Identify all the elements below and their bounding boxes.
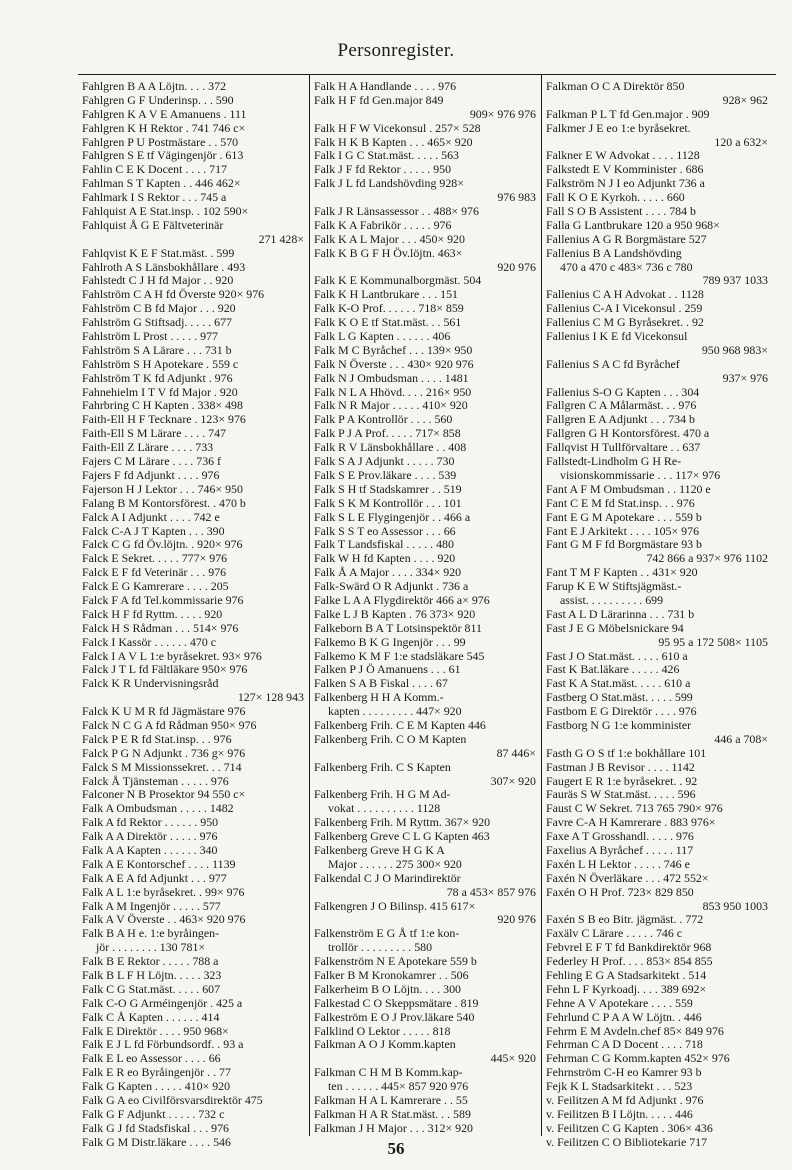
register-entry: 95 95 a 172 508× 1105 (658, 635, 768, 649)
register-entry: Falk J F fd Rektor . . . . . 950 (314, 163, 452, 177)
register-entry: Faith-Ell S M Lärare . . . . 747 (82, 427, 226, 441)
register-entry: Fant C E M fd Stat.insp. . . 976 (546, 496, 695, 510)
register-entry: Falkstedt E V Komminister . 686 (546, 163, 704, 177)
register-entry: Faxén O H Prof. 723× 829 850 (546, 885, 694, 899)
register-entry: Fahlroth A S Länsbokhållare . 493 (82, 260, 246, 274)
register-entry: Fahlgren S E tf Vägingenjör . 613 (82, 149, 244, 163)
register-entry: Falk A A Kapten . . . . . . 340 (82, 843, 218, 857)
register-entry: Falke L A A Flygdirektör 466 a× 976 (314, 593, 490, 607)
register-entry: Falkemo K M F 1:e stadsläkare 545 (314, 649, 485, 663)
register-entry: Fast A L D Lärarinna . . . 731 b (546, 607, 695, 621)
register-entry: vokat . . . . . . . . . . 1128 (328, 802, 441, 816)
register-entry: Major . . . . . . 275 300× 920 (328, 857, 462, 871)
register-entry: Fallenius C M G Byråsekret. . 92 (546, 316, 704, 330)
register-entry: Falk C G Stat.mäst. . . . . 607 (82, 982, 221, 996)
register-entry: Falck N C G A fd Rådman 950× 976 (82, 718, 257, 732)
register-entry: Falck P G N Adjunkt . 736 g× 976 (82, 746, 246, 760)
page-number: 56 (387, 1139, 405, 1158)
register-entry: 127× 128 943 (237, 691, 304, 705)
register-entry: Falck I Kassör . . . . . . 470 c (82, 635, 217, 649)
register-entry: Fahlgren P U Postmästare . . 570 (82, 135, 239, 149)
register-entry: Fastborg N G 1:e komminister (546, 718, 692, 732)
register-entry: Fahlgren G F Underinsp. . . 590 (82, 93, 234, 107)
register-entry: Fallenius C-A I Vicekonsul . 259 (546, 302, 703, 316)
register-entry: Fallenius I K E fd Vicekonsul (546, 330, 688, 344)
register-entry: Fahlman S T Kapten . . 446 462× (82, 177, 241, 191)
register-entry: Falkenberg Frih. C S Kapten (314, 760, 451, 774)
register-entry: trollör . . . . . . . . . 580 (328, 941, 433, 955)
register-entry: Fahlin C E K Docent . . . . 717 (82, 163, 227, 177)
register-entry: Falk H A Handlande . . . . 976 (314, 80, 457, 93)
register-entry: Falk A V Överste . . 463× 920 976 (82, 913, 246, 927)
register-entry: Falk J R Länsassessor . . 488× 976 (314, 205, 479, 219)
register-entry: Fajers C M Lärare . . . . 736 f (82, 455, 222, 469)
register-entry: Falck I A V L 1:e byråsekret. 93× 976 (82, 649, 262, 663)
register-entry: Falk N Överste . . . 430× 920 976 (314, 357, 474, 371)
register-entry: Falk A E A fd Adjunkt . . . 977 (82, 871, 227, 885)
register-entry: 928× 962 (722, 93, 768, 107)
register-entry: Falk E Direktör . . . . 950 968× (82, 1024, 229, 1038)
register-entry: Falck F A fd Tel.kommissarie 976 (82, 593, 244, 607)
register-entry: Falkerheim B O Löjtn. . . . 300 (314, 982, 461, 996)
register-entry: Falkemo B K G Ingenjör . . . 99 (314, 635, 466, 649)
register-entry: Falk P A Kontrollör . . . . 560 (314, 413, 453, 427)
register-entry: Fant T M F Kapten . . 431× 920 (546, 566, 698, 580)
register-entry: Falkman H A L Kamrerare . . 55 (314, 1094, 468, 1108)
register-entry: Falck E G Kamrerare . . . . 205 (82, 580, 229, 594)
register-entry: Faxelius A Byråchef . . . . . 117 (546, 843, 694, 857)
register-entry: Falk E J L fd Förbundsordf. . 93 a (82, 1038, 244, 1052)
register-entry: 271 428× (258, 232, 304, 246)
register-entry: Falk H F W Vicekonsul . 257× 528 (314, 121, 481, 135)
column-divider-1 (309, 74, 310, 1136)
register-entry: Falk Å A Major . . . . 334× 920 (314, 566, 462, 580)
register-entry: Falk B A H e. 1:e byråingen- (82, 927, 220, 941)
register-entry: Falk G M Distr.läkare . . . . 546 (82, 1135, 231, 1149)
register-entry: Falk M C Byråchef . . . 139× 950 (314, 343, 473, 357)
register-entry: Fant E J Arkitekt . . . . 105× 976 (546, 524, 700, 538)
register-entry: Falk G J fd Stadsfiskal . . . 976 (82, 1121, 229, 1135)
register-entry: Falkmer J E eo 1:e byråsekret. (546, 121, 691, 135)
register-entry: Falk G F Adjunkt . . . . . 732 c (82, 1107, 225, 1121)
register-entry: Fahrbring C H Kapten . 338× 498 (82, 399, 243, 413)
register-entry: Falkeström E O J Prov.läkare 540 (314, 1010, 475, 1024)
register-entry: Falk C Å Kapten . . . . . . 414 (82, 1010, 220, 1024)
register-entry: Fehrlund C P A A W Löjtn. . 446 (546, 1010, 702, 1024)
register-entry: Faxälv C Lärare . . . . . 746 c (546, 927, 683, 941)
register-entry: Fauräs S W Stat.mäst. . . . . 596 (546, 788, 696, 802)
register-entry: 120 a 632× (714, 135, 768, 149)
register-entry: Faith-Ell Z Lärare . . . . 733 (82, 441, 214, 455)
register-entry: Falk N R Major . . . . . 410× 920 (314, 399, 468, 413)
register-entry: Falk S H tf Stadskamrer . . 519 (314, 482, 462, 496)
register-entry: Fahlstedt C J H fd Major . . 920 (82, 274, 234, 288)
register-entry: Falk E R eo Byråingenjör . . 77 (82, 1066, 231, 1080)
register-entry: Falkenberg H H A Komm.- (314, 691, 444, 705)
register-entry: Falck H F fd Ryttm. . . . . 920 (82, 607, 223, 621)
register-entry: Fallenius A G R Borgmästare 527 (546, 232, 707, 246)
register-entry: v. Feilitzen A M fd Adjunkt . 976 (546, 1094, 704, 1108)
register-entry: Falck H S Rådman . . . 514× 976 (82, 621, 239, 635)
register-entry: Faugert E R 1:e byråsekret. . 92 (546, 774, 698, 788)
register-entry: Fahlquist A E Stat.insp. . 102 590× (82, 205, 249, 219)
register-entry: 853 950 1003 (702, 899, 768, 913)
register-entry: 742 866 a 937× 976 1102 (646, 552, 768, 566)
register-entry: Fehn L F Kyrkoadj. . . . 389 692× (546, 982, 707, 996)
register-entry: Fast J E G Möbelsnickare 94 (546, 621, 684, 635)
register-entry: 976 983 (497, 191, 536, 205)
register-entry: Falkengren J O Bilinsp. 415 617× (314, 899, 476, 913)
column-divider-2 (541, 74, 542, 1136)
register-entry: Fahnehielm I T V fd Major . 920 (82, 385, 238, 399)
register-entry: Fahlström L Prost . . . . . 977 (82, 330, 218, 344)
register-entry: Falk-Swärd O R Adjunkt . 736 a (314, 580, 469, 594)
register-entry: Falk B L F H Löjtn. . . . . 323 (82, 969, 222, 982)
register-entry: Fast J O Stat.mäst. . . . . 610 a (546, 649, 688, 663)
register-entry: Fallqvist H Tullförvaltare . . 637 (546, 441, 701, 455)
register-entry: 445× 920 (490, 1052, 536, 1066)
register-entry: Falkenberg Frih. C O M Kapten (314, 732, 467, 746)
register-entry: Falkenström N E Apotekare 559 b (314, 955, 477, 969)
register-entry: Farup K E W Stiftsjägmäst.- (546, 580, 682, 594)
register-entry: Fehling E G A Stadsarkitekt . 514 (546, 969, 707, 982)
register-entry: Fehrman C G Komm.kapten 452× 976 (546, 1052, 730, 1066)
register-entry: Falck P E R fd Stat.insp. . . 976 (82, 732, 232, 746)
register-entry: Falk A L 1:e byråsekret. . 99× 976 (82, 885, 245, 899)
register-entry: Falang B M Kontorsförest. . 470 b (82, 496, 246, 510)
register-entry: jör . . . . . . . . 130 781× (96, 941, 206, 955)
register-entry: Falk S K M Kontrollör . . . 101 (314, 496, 462, 510)
register-entry: Faxén L H Lektor . . . . . 746 e (546, 857, 690, 871)
register-entry: Falkman P L T fd Gen.major . 909 (546, 107, 710, 121)
register-entry: Fahlström C B fd Major . . . 920 (82, 302, 236, 316)
register-entry: Falk K E Kommunalborgmäst. 504 (314, 274, 482, 288)
register-entry: Falk P J A Prof. . . . . 717× 858 (314, 427, 461, 441)
register-entry: Falke L J B Kapten . 76 373× 920 (314, 607, 476, 621)
register-entry: Fejk K L Stadsarkitekt . . . 523 (546, 1080, 693, 1094)
register-entry: Falck J T L fd Fältläkare 950× 976 (82, 663, 248, 677)
register-entry: 307× 920 (490, 774, 536, 788)
register-entry: Falk G A eo Civilförsvarsdirektör 475 (82, 1094, 263, 1108)
register-entry: Falkman O C A Direktör 850 (546, 80, 685, 93)
register-entry: Fastberg O Stat.mäst. . . . . 599 (546, 691, 693, 705)
register-entry: Falck Å Tjänsteman . . . . . 976 (82, 774, 229, 788)
register-entry: Falkenberg Frih. C E M Kapten 446 (314, 718, 486, 732)
register-entry: Fahlqvist K E F Stat.mäst. . 599 (82, 246, 235, 260)
register-entry: Falkström N J I eo Adjunkt 736 a (546, 177, 705, 191)
register-entry: Falk L G Kapten . . . . . . 406 (314, 330, 451, 344)
register-entry: Falk A Ombudsman . . . . . 1482 (82, 802, 234, 816)
register-entry: Fallenius C A H Advokat . . 1128 (546, 288, 704, 302)
register-entry: Falkman A O J Komm.kapten (314, 1038, 456, 1052)
register-entry: Falck E F fd Veterinär . . . 976 (82, 566, 227, 580)
register-entry: Fallgren C A Målarmäst. . . 976 (546, 399, 697, 413)
register-entry: Faxe A T Grosshandl. . . . . 976 (546, 830, 694, 844)
register-entry: Falla G Lantbrukare 120 a 950 968× (546, 218, 720, 232)
register-entry: Federley H Prof. . . . 853× 854 855 (546, 955, 713, 969)
register-entry: Falkenström E G Å tf 1:e kon- (314, 927, 460, 941)
register-entry: Falk W H fd Kapten . . . . 920 (314, 552, 456, 566)
register-entry: Fastbom E G Direktör . . . . 976 (546, 705, 697, 719)
register-entry: Fahlström G Stiftsadj. . . . . 677 (82, 316, 232, 330)
register-entry: kapten . . . . . . . . . 447× 920 (328, 705, 462, 719)
register-entry: Falck E Sekret. . . . . 777× 976 (82, 552, 228, 566)
register-entry: Falk K H Lantbrukare . . . 151 (314, 288, 458, 302)
register-entry: 937× 976 (722, 371, 768, 385)
register-entry: Falk A fd Rektor . . . . . . 950 (82, 816, 219, 830)
register-entry: Fehrnström C-H eo Kamrer 93 b (546, 1066, 702, 1080)
register-entry: Falck S M Missionssekret. . . 714 (82, 760, 242, 774)
register-entry: Falkman J H Major . . . 312× 920 (314, 1121, 473, 1135)
register-entry: Falk C-O G Arméingenjör . 425 a (82, 996, 243, 1010)
register-entry: 920 976 (497, 913, 536, 927)
register-entry: Fahlquist Å G E Fältveterinär (82, 218, 224, 232)
register-entry: Falk K A L Major . . . 450× 920 (314, 232, 465, 246)
register-entry: Falck A I Adjunkt . . . . 742 e (82, 510, 220, 524)
register-column-1 (82, 80, 304, 1150)
register-entry: Falkenberg Frih. M Ryttm. 367× 920 (314, 816, 491, 830)
register-entry: Fehne A V Apotekare . . . . 559 (546, 996, 693, 1010)
register-entry: Falk K A Fabrikör . . . . . 976 (314, 218, 452, 232)
register-entry: Fasth G O S tf 1:e bokhållare 101 (546, 746, 707, 760)
register-entry: Falk H F fd Gen.major 849 (314, 93, 444, 107)
register-entry: 446 a 708× (714, 732, 768, 746)
register-entry: Fajerson H J Lektor . . . 746× 950 (82, 482, 243, 496)
register-entry: Fallenius S A C fd Byråchef (546, 357, 680, 371)
register-entry: Falk K O E tf Stat.mäst. . . 561 (314, 316, 462, 330)
register-entry: 470 a 470 c 483× 736 c 780 (560, 260, 693, 274)
register-entry: Fast K Bat.läkare . . . . . 426 (546, 663, 680, 677)
register-entry: Falk N J Ombudsman . . . . 1481 (314, 371, 469, 385)
register-entry: Fallgren G H Kontorsförest. 470 a (546, 427, 710, 441)
register-entry: Fahlgren K A V E Amanuens . 111 (82, 107, 247, 121)
register-entry: Fast K A Stat.mäst. . . . . 610 a (546, 677, 691, 691)
register-entry: Fall S O B Assistent . . . . 784 b (546, 205, 696, 219)
register-entry: Falk N L A Hhövd. . . . 216× 950 (314, 385, 472, 399)
register-column-2 (314, 80, 536, 1136)
register-entry: Fant A F M Ombudsman . . 1120 e (546, 482, 711, 496)
register-entry: Fallstedt-Lindholm G H Re- (546, 455, 682, 469)
register-entry: 789 937 1033 (702, 274, 768, 288)
register-entry: Fall K O E Kyrkoh. . . . . 660 (546, 191, 685, 205)
register-entry: Falk S A J Adjunkt . . . . . 730 (314, 455, 455, 469)
register-entry: Falk A E Kontorschef . . . . 1139 (82, 857, 236, 871)
register-entry: v. Feilitzen C G Kapten . 306× 436 (546, 1121, 713, 1135)
register-entry: 950 968 983× (701, 343, 768, 357)
register-entry: Falk S S T eo Assessor . . . 66 (314, 524, 456, 538)
register-entry: Fallgren E A Adjunkt . . . 734 b (546, 413, 695, 427)
register-entry: 909× 976 976 (469, 107, 536, 121)
register-entry: Falk K-O Prof. . . . . . 718× 859 (314, 302, 464, 316)
register-entry: Falken S A B Fiskal . . . . 67 (314, 677, 448, 691)
register-entry: Falk S L E Flygingenjör . . 466 a (314, 510, 471, 524)
register-entry: Falken P J Ö Amanuens . . . 61 (314, 663, 461, 677)
register-entry: Fant G M F fd Borgmästare 93 b (546, 538, 703, 552)
register-entry: Fahlström S A Lärare . . . 731 b (82, 343, 232, 357)
register-entry: ten . . . . . . 445× 857 920 976 (328, 1080, 469, 1094)
register-entry: Fant E G M Apotekare . . . 559 b (546, 510, 702, 524)
register-entry: Falker B M Kronokamrer . . 506 (314, 969, 469, 982)
register-entry: Falkenberg Greve H G K A (314, 843, 445, 857)
register-entry: Falkeborn B A T Lotsinspektör 811 (314, 621, 482, 635)
register-entry: Fahlström C A H fd Överste 920× 976 (82, 288, 265, 302)
register-entry: Fastman J B Revisor . . . . 1142 (546, 760, 695, 774)
register-entry: Fahlgren B A A Löjtn. . . . 372 (82, 80, 227, 93)
register-entry: Faxén N Överläkare . . . 472 552× (546, 871, 709, 885)
header-rule (78, 74, 776, 75)
register-entry: Falk A M Ingenjör . . . . . 577 (82, 899, 221, 913)
register-entry: Falk S E Prov.läkare . . . . 539 (314, 468, 457, 482)
register-entry: Falck K R Undervisningsråd (82, 677, 219, 691)
register-entry: 78 a 453× 857 976 (446, 885, 536, 899)
register-entry: v. Feilitzen C O Bibliotekarie 717 (546, 1135, 708, 1149)
register-entry: Falk T Landsfiskal . . . . . 480 (314, 538, 454, 552)
register-entry: assist. . . . . . . . . . 699 (560, 593, 664, 607)
register-entry: Falkendal C J O Marindirektör (314, 871, 461, 885)
register-entry: Falck C-A J T Kapten . . . 390 (82, 524, 225, 538)
register-entry: Falkenberg Greve C L G Kapten 463 (314, 830, 490, 844)
register-entry: Fahlström T K fd Adjunkt . 976 (82, 371, 233, 385)
register-entry: v. Feilitzen B I Löjtn. . . . . 446 (546, 1107, 693, 1121)
register-entry: Falk B E Rektor . . . . . 788 a (82, 955, 219, 969)
register-entry: Falkman C H M B Komm.kap- (314, 1066, 463, 1080)
register-entry: Falk I G C Stat.mäst. . . . . 563 (314, 149, 459, 163)
register-entry: Falk H K B Kapten . . . 465× 920 (314, 135, 473, 149)
register-entry: Febvrel E F T fd Bankdirektör 968 (546, 941, 712, 955)
register-entry: 920 976 (497, 260, 536, 274)
register-entry: Faith-Ell H F Tecknare . 123× 976 (82, 413, 246, 427)
register-column-3 (546, 80, 768, 1150)
register-entry: Fallenius B A Landshövding (546, 246, 682, 260)
page-title: Personregister. (337, 40, 455, 61)
register-entry: Falck K U M R fd Jägmästare 976 (82, 705, 246, 719)
register-entry: Falk A A Direktör . . . . . 976 (82, 830, 218, 844)
register-entry: Falck C G fd Öv.löjtn. . 920× 976 (82, 538, 243, 552)
register-entry: Faxén S B eo Bitr. jägmäst. . 772 (546, 913, 704, 927)
register-entry: visionskommissarie . . . 117× 976 (560, 468, 721, 482)
register-entry: Fajers F fd Adjunkt . . . . 976 (82, 468, 220, 482)
register-entry: Falkestad C O Skeppsmätare . 819 (314, 996, 479, 1010)
register-entry: Falklind O Lektor . . . . . 818 (314, 1024, 451, 1038)
register-entry: Falk K B G F H Öv.löjtn. 463× (314, 246, 463, 260)
register-entry: Falk R V Länsbokhållare . . 408 (314, 441, 467, 455)
register-entry: Falkman H A R Stat.mäst. . . 589 (314, 1107, 471, 1121)
register-entry: Faust C W Sekret. 713 765 790× 976 (546, 802, 723, 816)
register-entry: Falkner E W Advokat . . . . 1128 (546, 149, 700, 163)
register-entry: Fahlgren K H Rektor . 741 746 c× (82, 121, 246, 135)
register-entry: Falk G Kapten . . . . . 410× 920 (82, 1080, 231, 1094)
register-entry: Fallenius S-O G Kapten . . . 304 (546, 385, 700, 399)
register-entry: Falk E L eo Assessor . . . . 66 (82, 1052, 221, 1066)
register-entry: Falkenberg Frih. H G M Ad- (314, 788, 451, 802)
register-entry: Favre C-A H Kamrerare . 883 976× (546, 816, 716, 830)
register-entry: Fahlström S H Apotekare . 559 c (82, 357, 239, 371)
register-entry: Fehrm E M Avdeln.chef 85× 849 976 (546, 1024, 724, 1038)
register-entry: Fahlmark I S Rektor . . . 745 a (82, 191, 227, 205)
register-entry: 87 446× (496, 746, 536, 760)
register-entry: Falconer N B Prosektor 94 550 c× (82, 788, 246, 802)
register-entry: Fehrman C A D Docent . . . . 718 (546, 1038, 703, 1052)
register-entry: Falk J L fd Landshövding 928× (314, 177, 464, 191)
